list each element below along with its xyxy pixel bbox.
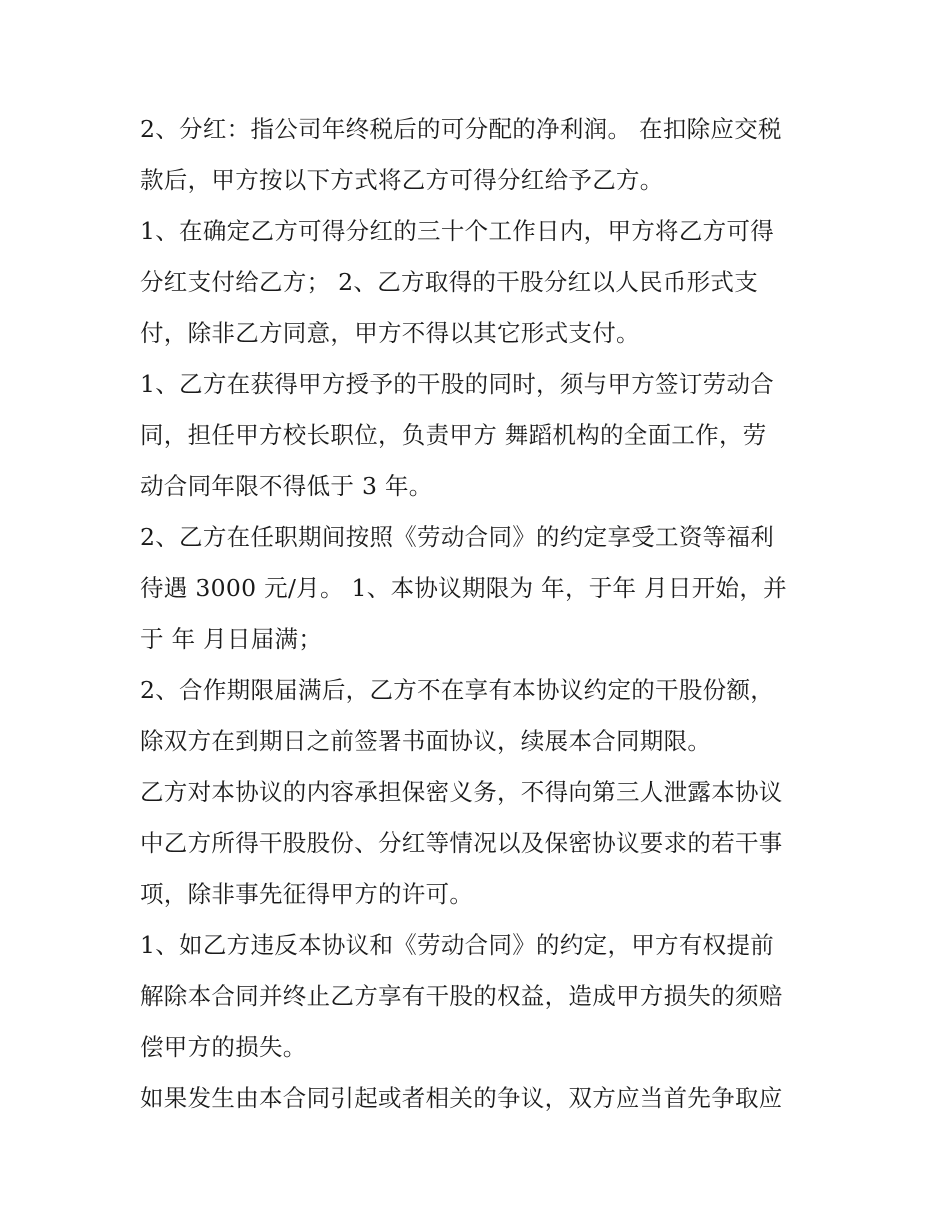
- text-line: 如果发生由本合同引起或者相关的争议，双方应当首先争取应: [140, 1084, 783, 1112]
- text-line: 1、如乙方违反本协议和《劳动合同》的约定，甲方有权提前: [140, 931, 775, 959]
- text-line: 偿甲方的损失。: [140, 1033, 307, 1061]
- text-line: 待遇 3000 元/月。 1、本协议期限为 年，于年 月日开始，并: [140, 574, 787, 602]
- text-line: 付，除非乙方同意，甲方不得以其它形式支付。: [140, 319, 640, 347]
- text-line: 2、分红：指公司年终税后的可分配的净利润。 在扣除应交税: [140, 115, 782, 143]
- text-line: 同，担任甲方校长职位，负责甲方 舞蹈机构的全面工作，劳: [140, 421, 767, 449]
- text-line: 除双方在到期日之前签署书面协议，续展本合同期限。: [140, 727, 712, 755]
- text-line: 乙方对本协议的内容承担保密义务，不得向第三人泄露本协议: [140, 778, 783, 806]
- text-line: 2、合作期限届满后，乙方不在享有本协议约定的干股份额，: [140, 676, 775, 704]
- text-line: 1、在确定乙方可得分红的三十个工作日内，甲方将乙方可得: [140, 217, 775, 245]
- text-line: 分红支付给乙方； 2、乙方取得的干股分红以人民币形式支: [140, 268, 759, 296]
- text-line: 中乙方所得干股股份、分红等情况以及保密协议要求的若干事: [140, 829, 783, 857]
- text-line: 款后，甲方按以下方式将乙方可得分红给予乙方。: [140, 166, 664, 194]
- text-line: 动合同年限不得低于 3 年。: [140, 472, 433, 500]
- document-body: [140, 104, 820, 1124]
- text-line: 2、乙方在任职期间按照《劳动合同》的约定享受工资等福利: [140, 523, 775, 551]
- text-line: 1、乙方在获得甲方授予的干股的同时，须与甲方签订劳动合: [140, 370, 775, 398]
- text-line: 项，除非事先征得甲方的许可。: [140, 880, 474, 908]
- text-line: 解除本合同并终止乙方享有干股的权益，造成甲方损失的须赔: [140, 982, 783, 1010]
- text-line: 于 年 月日届满；: [140, 625, 323, 653]
